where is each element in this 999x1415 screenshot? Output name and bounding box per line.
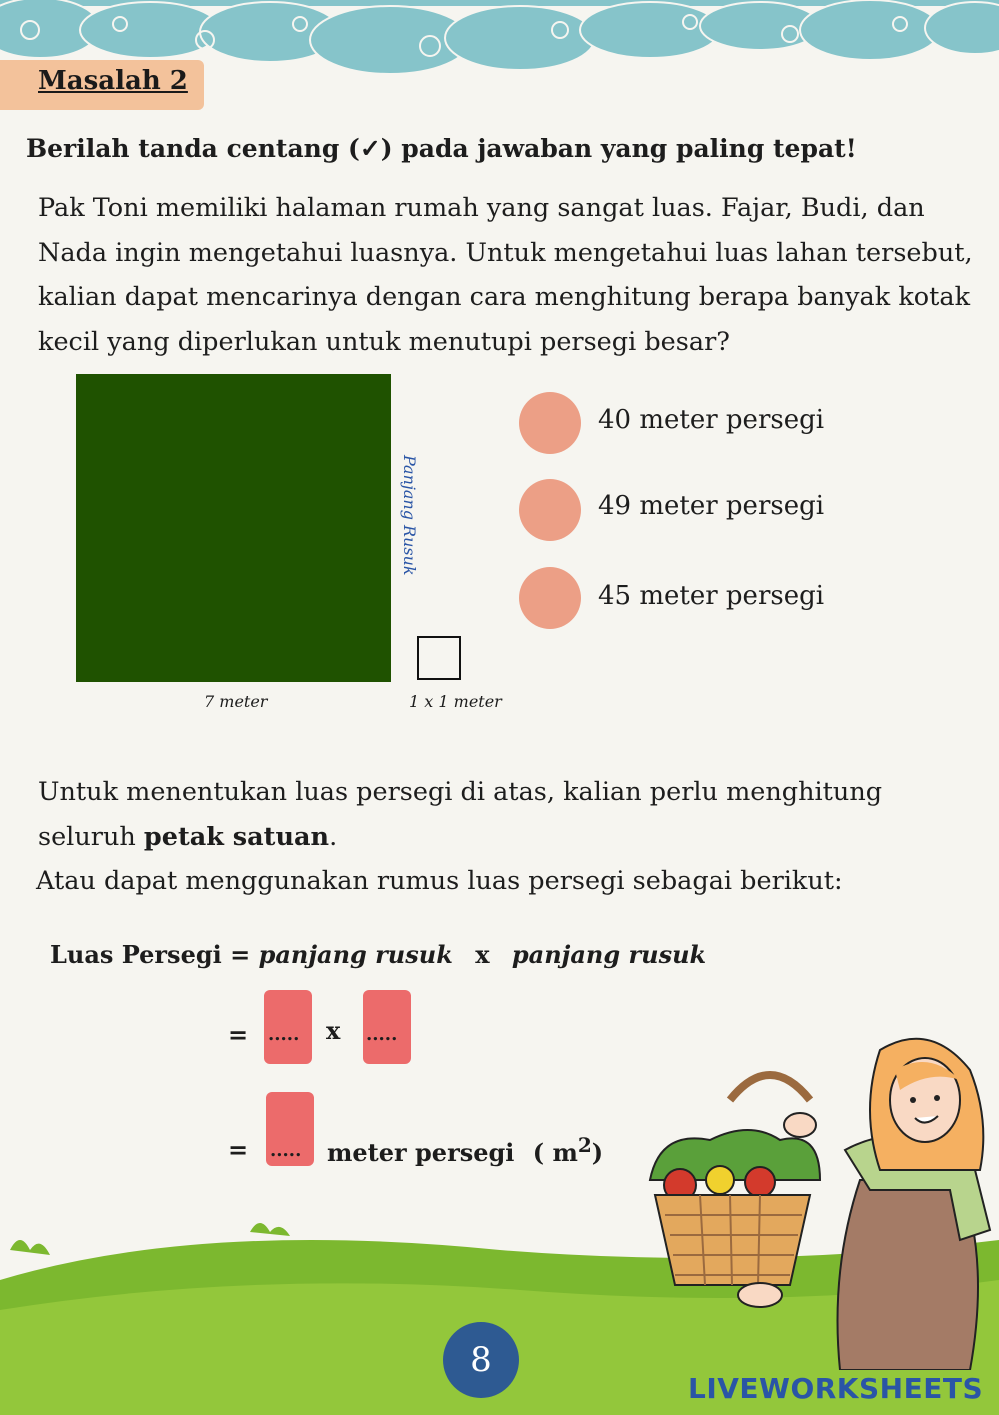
paragraph-line: Nada ingin mengetahui luasnya. Untuk mengetahui luas lahan tersebut, (38, 237, 973, 268)
instruction-text: Berilah tanda centang (✓) pada jawaban yang paling tepat! (26, 134, 857, 163)
option-radio-45[interactable] (519, 567, 581, 629)
equals-sign: = (228, 1135, 249, 1164)
unit-symbol-open: ( m (532, 1138, 578, 1167)
formula-lhs: Luas Persegi = (50, 940, 251, 969)
explanation-line: Untuk menentukan luas persegi di atas, kalian perlu menghitung (38, 777, 883, 807)
width-caption: 7 meter (204, 692, 268, 711)
formula-times: x (475, 940, 490, 969)
explanation-paragraph (38, 770, 988, 859)
unit-caption: 1 x 1 meter (409, 692, 502, 711)
formula-intro: Atau dapat menggunakan rumus luas persegi sebagai berikut: (36, 866, 843, 896)
blank-dots: ..... (270, 1140, 302, 1161)
option-label-49: 49 meter persegi (598, 491, 825, 521)
option-radio-40[interactable] (519, 392, 581, 454)
explanation-period: . (329, 821, 338, 852)
paragraph-line: kecil yang diperlukan untuk menutupi persegi besar? (38, 326, 730, 357)
unit-symbol-close: ) (591, 1138, 604, 1167)
page-title: Masalah 2 (38, 66, 188, 96)
unit-exponent: 2 (577, 1133, 592, 1157)
unit-text (327, 1133, 603, 1167)
explanation-text: seluruh (38, 821, 144, 852)
equals-sign: = (228, 1020, 249, 1049)
problem-paragraph (38, 186, 988, 364)
liveworksheets-logo: LIVEWORKSHEETS (688, 1372, 984, 1405)
blank-dots: ..... (268, 1024, 300, 1045)
large-square-figure (76, 374, 391, 682)
unit-label: meter persegi (327, 1138, 515, 1167)
option-radio-49[interactable] (519, 479, 581, 541)
formula-term-2: panjang rusuk (511, 940, 707, 969)
petak-satuan-term: petak satuan (143, 821, 330, 852)
paragraph-line: Pak Toni memiliki halaman rumah yang sangat luas. Fajar, Budi, dan (38, 193, 925, 223)
explanation-line-2 (38, 815, 988, 860)
blank-dots: ..... (366, 1024, 398, 1045)
paragraph-line: kalian dapat mencarinya dengan cara menghitung berapa banyak kotak (38, 282, 971, 312)
page-number-badge: 8 (443, 1322, 519, 1398)
option-label-40: 40 meter persegi (598, 405, 825, 435)
times-sign: x (326, 1016, 341, 1045)
option-label-45: 45 meter persegi (598, 581, 825, 611)
woman-with-basket-illustration (630, 1030, 999, 1370)
formula-line (50, 940, 706, 969)
side-length-label: Panjang Rusuk (400, 455, 419, 576)
unit-square-figure (417, 636, 461, 680)
formula-term-1: panjang rusuk (258, 940, 453, 969)
